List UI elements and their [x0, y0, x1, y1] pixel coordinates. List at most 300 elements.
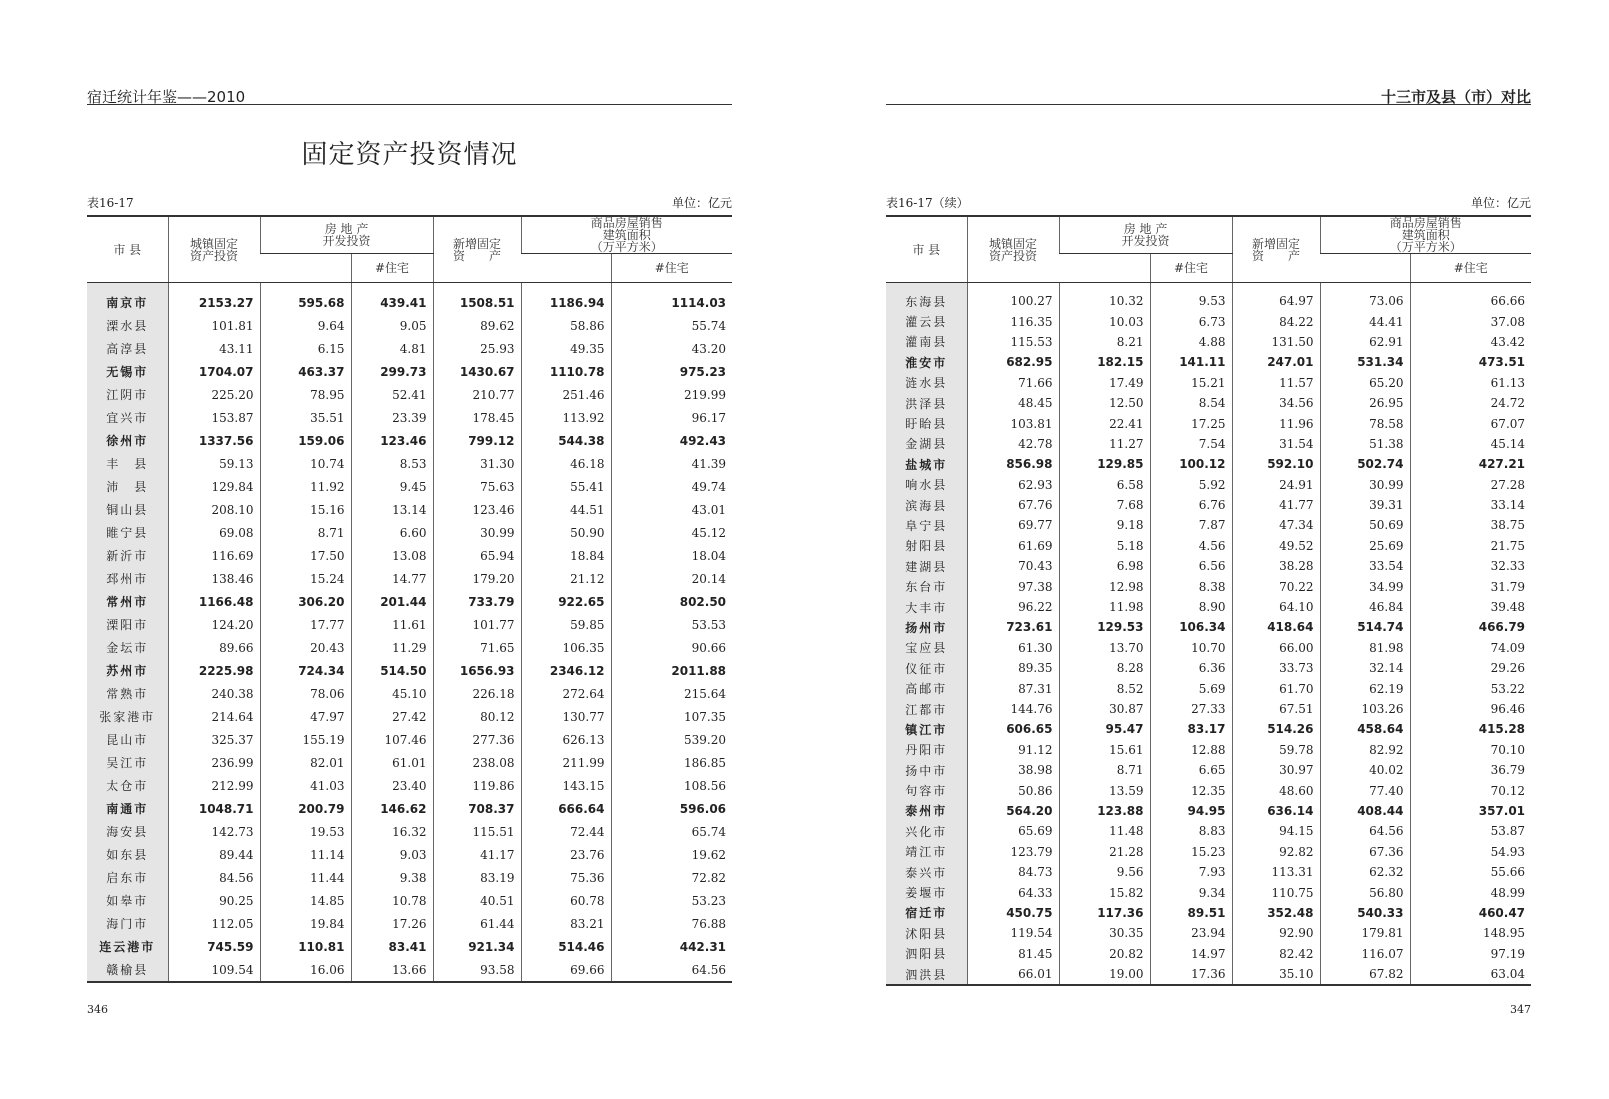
- row-value: 595.68: [260, 283, 351, 315]
- row-value: 64.56: [611, 958, 732, 982]
- row-value: 23.76: [521, 843, 611, 866]
- table-row: [87, 682, 732, 705]
- row-value: 97.38: [967, 576, 1059, 596]
- row-value: 225.20: [168, 383, 260, 406]
- row-value: 39.48: [1410, 597, 1531, 617]
- row-value: 27.28: [1410, 475, 1531, 495]
- table-row: [886, 903, 1531, 923]
- row-value: 921.34: [433, 935, 521, 958]
- row-value: 61.13: [1410, 373, 1531, 393]
- row-value: 130.77: [521, 705, 611, 728]
- row-name: 金湖县: [886, 434, 967, 454]
- row-value: 81.45: [967, 944, 1059, 964]
- row-value: 61.44: [433, 912, 521, 935]
- row-value: 32.14: [1320, 658, 1410, 678]
- row-value: 733.79: [433, 590, 521, 613]
- row-value: 277.36: [433, 728, 521, 751]
- row-value: 9.38: [351, 866, 433, 889]
- row-value: 63.04: [1410, 964, 1531, 985]
- row-name: 吴江市: [87, 751, 168, 774]
- table-row: [87, 728, 732, 751]
- row-name: 张家港市: [87, 705, 168, 728]
- row-value: 30.99: [433, 521, 521, 544]
- row-value: 13.70: [1059, 638, 1150, 658]
- row-value: 65.69: [967, 821, 1059, 841]
- row-value: 49.35: [521, 337, 611, 360]
- row-value: 11.48: [1059, 821, 1150, 841]
- row-name: 宿迁市: [886, 903, 967, 923]
- row-value: 466.79: [1410, 617, 1531, 637]
- row-value: 531.34: [1320, 352, 1410, 372]
- header-empty: [521, 254, 611, 283]
- row-value: 44.51: [521, 498, 611, 521]
- row-value: 22.41: [1059, 413, 1150, 433]
- row-value: 83.41: [351, 935, 433, 958]
- row-value: 9.03: [351, 843, 433, 866]
- header-empty: [1320, 254, 1410, 283]
- row-value: 38.28: [1232, 556, 1320, 576]
- row-value: 13.14: [351, 498, 433, 521]
- row-value: 11.61: [351, 613, 433, 636]
- table-row: [886, 536, 1531, 556]
- row-value: 123.46: [351, 429, 433, 452]
- row-value: 24.72: [1410, 393, 1531, 413]
- row-value: 17.26: [351, 912, 433, 935]
- row-name: 启东市: [87, 866, 168, 889]
- row-value: 682.95: [967, 352, 1059, 372]
- row-value: 142.73: [168, 820, 260, 843]
- row-value: 81.98: [1320, 638, 1410, 658]
- row-value: 544.38: [521, 429, 611, 452]
- row-value: 208.10: [168, 498, 260, 521]
- row-name: 涟水县: [886, 373, 967, 393]
- row-value: 34.56: [1232, 393, 1320, 413]
- row-value: 59.78: [1232, 740, 1320, 760]
- row-value: 6.36: [1150, 658, 1232, 678]
- row-value: 35.10: [1232, 964, 1320, 985]
- row-value: 62.93: [967, 475, 1059, 495]
- row-value: 89.66: [168, 636, 260, 659]
- row-value: 56.80: [1320, 882, 1410, 902]
- row-value: 179.20: [433, 567, 521, 590]
- row-value: 200.79: [260, 797, 351, 820]
- row-value: 178.45: [433, 406, 521, 429]
- row-value: 75.36: [521, 866, 611, 889]
- row-value: 123.88: [1059, 801, 1150, 821]
- table-row: [87, 613, 732, 636]
- row-name: 丰 县: [87, 452, 168, 475]
- row-value: 46.84: [1320, 597, 1410, 617]
- table-row: [886, 719, 1531, 739]
- row-value: 70.22: [1232, 576, 1320, 596]
- row-value: 1186.94: [521, 283, 611, 315]
- row-value: 91.12: [967, 740, 1059, 760]
- row-value: 210.77: [433, 383, 521, 406]
- row-name: 仪征市: [886, 658, 967, 678]
- table-row: [886, 556, 1531, 576]
- row-value: 15.21: [1150, 373, 1232, 393]
- row-value: 50.69: [1320, 515, 1410, 535]
- row-value: 8.53: [351, 452, 433, 475]
- row-value: 17.49: [1059, 373, 1150, 393]
- row-value: 8.28: [1059, 658, 1150, 678]
- header-urban-fai: 城镇固定 资产投资: [168, 216, 260, 283]
- table-row: [886, 678, 1531, 698]
- row-value: 65.74: [611, 820, 732, 843]
- table-row: [87, 590, 732, 613]
- row-value: 37.08: [1410, 311, 1531, 331]
- table-row: [886, 780, 1531, 800]
- table-row: [886, 283, 1531, 312]
- row-value: 247.01: [1232, 352, 1320, 372]
- row-value: 9.34: [1150, 882, 1232, 902]
- row-value: 67.36: [1320, 842, 1410, 862]
- row-value: 11.29: [351, 636, 433, 659]
- row-value: 110.75: [1232, 882, 1320, 902]
- row-value: 72.44: [521, 820, 611, 843]
- row-name: 丹阳市: [886, 740, 967, 760]
- row-value: 31.30: [433, 452, 521, 475]
- row-value: 55.41: [521, 475, 611, 498]
- table-row: [886, 597, 1531, 617]
- row-value: 666.64: [521, 797, 611, 820]
- row-value: 11.98: [1059, 597, 1150, 617]
- row-value: 64.33: [967, 882, 1059, 902]
- row-value: 20.82: [1059, 944, 1150, 964]
- row-name: 盱眙县: [886, 413, 967, 433]
- page-number-right: 347: [1510, 1003, 1531, 1016]
- row-value: 11.27: [1059, 434, 1150, 454]
- table-body-left: [87, 283, 732, 983]
- row-value: 66.01: [967, 964, 1059, 985]
- row-value: 214.64: [168, 705, 260, 728]
- row-value: 9.05: [351, 314, 433, 337]
- row-value: 38.75: [1410, 515, 1531, 535]
- row-value: 67.07: [1410, 413, 1531, 433]
- row-value: 8.83: [1150, 821, 1232, 841]
- row-value: 460.47: [1410, 903, 1531, 923]
- table-number-right: 表16-17（续）: [886, 196, 969, 210]
- table-row: [886, 862, 1531, 882]
- row-value: 100.27: [967, 283, 1059, 312]
- row-value: 100.12: [1150, 454, 1232, 474]
- row-value: 14.85: [260, 889, 351, 912]
- row-value: 4.81: [351, 337, 433, 360]
- row-value: 17.25: [1150, 413, 1232, 433]
- row-value: 19.00: [1059, 964, 1150, 985]
- row-value: 51.38: [1320, 434, 1410, 454]
- row-value: 83.19: [433, 866, 521, 889]
- row-value: 71.65: [433, 636, 521, 659]
- row-value: 65.94: [433, 544, 521, 567]
- row-value: 7.93: [1150, 862, 1232, 882]
- row-value: 78.58: [1320, 413, 1410, 433]
- row-value: 41.03: [260, 774, 351, 797]
- row-value: 84.22: [1232, 311, 1320, 331]
- row-value: 8.52: [1059, 678, 1150, 698]
- row-value: 61.01: [351, 751, 433, 774]
- row-value: 15.23: [1150, 842, 1232, 862]
- row-value: 179.81: [1320, 923, 1410, 943]
- row-value: 96.22: [967, 597, 1059, 617]
- row-name: 高邮市: [886, 678, 967, 698]
- row-value: 123.46: [433, 498, 521, 521]
- row-value: 58.86: [521, 314, 611, 337]
- row-value: 592.10: [1232, 454, 1320, 474]
- table-row: [886, 801, 1531, 821]
- row-value: 7.54: [1150, 434, 1232, 454]
- row-value: 16.06: [260, 958, 351, 982]
- row-value: 53.53: [611, 613, 732, 636]
- row-value: 33.73: [1232, 658, 1320, 678]
- row-name: 沛 县: [87, 475, 168, 498]
- row-value: 5.69: [1150, 678, 1232, 698]
- row-value: 77.40: [1320, 780, 1410, 800]
- header-new-fixed-assets: 新增固定 资 产: [433, 216, 521, 283]
- table-row: [886, 740, 1531, 760]
- table-row: [87, 958, 732, 982]
- header-urban-fai: 城镇固定 资产投资: [967, 216, 1059, 283]
- table-row: [87, 475, 732, 498]
- table-row: [87, 383, 732, 406]
- row-value: 65.20: [1320, 373, 1410, 393]
- row-name: 高淳县: [87, 337, 168, 360]
- table-row: [87, 567, 732, 590]
- row-value: 724.34: [260, 659, 351, 682]
- row-value: 18.84: [521, 544, 611, 567]
- row-value: 856.98: [967, 454, 1059, 474]
- table-row: [886, 475, 1531, 495]
- row-name: 宜兴市: [87, 406, 168, 429]
- row-value: 14.97: [1150, 944, 1232, 964]
- table-row: [886, 311, 1531, 331]
- row-value: 80.12: [433, 705, 521, 728]
- row-value: 6.65: [1150, 760, 1232, 780]
- row-value: 21.75: [1410, 536, 1531, 556]
- table-row: [87, 912, 732, 935]
- row-value: 40.51: [433, 889, 521, 912]
- row-value: 84.56: [168, 866, 260, 889]
- row-value: 15.16: [260, 498, 351, 521]
- row-value: 1704.07: [168, 360, 260, 383]
- row-value: 43.20: [611, 337, 732, 360]
- row-name: 常熟市: [87, 682, 168, 705]
- table-row: [886, 617, 1531, 637]
- row-value: 72.82: [611, 866, 732, 889]
- header-real-estate: 房 地 产 开发投资: [260, 216, 433, 254]
- row-value: 89.51: [1150, 903, 1232, 923]
- table-row: [87, 521, 732, 544]
- row-value: 107.35: [611, 705, 732, 728]
- row-value: 514.26: [1232, 719, 1320, 739]
- row-value: 11.14: [260, 843, 351, 866]
- row-name: 太仓市: [87, 774, 168, 797]
- row-value: 745.59: [168, 935, 260, 958]
- table-row: [87, 705, 732, 728]
- table-row: [87, 452, 732, 475]
- row-value: 251.46: [521, 383, 611, 406]
- row-value: 201.44: [351, 590, 433, 613]
- row-value: 129.85: [1059, 454, 1150, 474]
- table-row: [886, 495, 1531, 515]
- table-row: [886, 842, 1531, 862]
- row-value: 12.98: [1059, 576, 1150, 596]
- row-value: 74.09: [1410, 638, 1531, 658]
- row-value: 473.51: [1410, 352, 1531, 372]
- head-rule-right: [886, 104, 1531, 105]
- header-county: 市 县: [886, 216, 967, 283]
- table-row: [886, 434, 1531, 454]
- running-head-left: 宿迁统计年鉴——2010: [87, 88, 246, 106]
- row-value: 13.08: [351, 544, 433, 567]
- unit-label-right: 单位：亿元: [1470, 196, 1531, 210]
- table-row: [87, 843, 732, 866]
- row-value: 129.84: [168, 475, 260, 498]
- row-value: 45.10: [351, 682, 433, 705]
- row-value: 41.17: [433, 843, 521, 866]
- row-value: 10.78: [351, 889, 433, 912]
- row-name: 海安县: [87, 820, 168, 843]
- table-row: [886, 373, 1531, 393]
- row-value: 53.22: [1410, 678, 1531, 698]
- header-county: 市 县: [87, 216, 168, 283]
- row-value: 6.58: [1059, 475, 1150, 495]
- row-value: 502.74: [1320, 454, 1410, 474]
- row-value: 89.35: [967, 658, 1059, 678]
- row-value: 84.73: [967, 862, 1059, 882]
- row-value: 129.53: [1059, 617, 1150, 637]
- row-value: 92.90: [1232, 923, 1320, 943]
- row-value: 442.31: [611, 935, 732, 958]
- row-value: 12.88: [1150, 740, 1232, 760]
- row-value: 8.71: [1059, 760, 1150, 780]
- row-value: 36.79: [1410, 760, 1531, 780]
- table-row: [87, 283, 732, 315]
- head-rule-left: [87, 104, 732, 105]
- row-value: 45.14: [1410, 434, 1531, 454]
- header-empty: [260, 254, 351, 283]
- row-value: 19.53: [260, 820, 351, 843]
- row-value: 5.18: [1059, 536, 1150, 556]
- row-value: 94.95: [1150, 801, 1232, 821]
- row-value: 117.36: [1059, 903, 1150, 923]
- row-value: 92.82: [1232, 842, 1320, 862]
- row-value: 9.53: [1150, 283, 1232, 312]
- row-value: 97.19: [1410, 944, 1531, 964]
- row-value: 110.81: [260, 935, 351, 958]
- row-value: 514.74: [1320, 617, 1410, 637]
- row-value: 1114.03: [611, 283, 732, 315]
- row-value: 23.39: [351, 406, 433, 429]
- row-value: 7.87: [1150, 515, 1232, 535]
- row-value: 53.87: [1410, 821, 1531, 841]
- row-value: 83.17: [1150, 719, 1232, 739]
- header-sa-residential: #住宅: [1410, 254, 1531, 283]
- row-value: 13.66: [351, 958, 433, 982]
- row-value: 55.74: [611, 314, 732, 337]
- table-row: [886, 760, 1531, 780]
- row-name: 镇江市: [886, 719, 967, 739]
- table-number-left: 表16-17: [87, 196, 134, 210]
- row-value: 16.32: [351, 820, 433, 843]
- row-value: 59.13: [168, 452, 260, 475]
- row-value: 30.97: [1232, 760, 1320, 780]
- row-value: 52.41: [351, 383, 433, 406]
- row-value: 55.66: [1410, 862, 1531, 882]
- row-value: 14.77: [351, 567, 433, 590]
- table-row: [87, 360, 732, 383]
- row-value: 19.84: [260, 912, 351, 935]
- row-value: 1110.78: [521, 360, 611, 383]
- table-row: [886, 964, 1531, 985]
- row-value: 25.69: [1320, 536, 1410, 556]
- table-row: [87, 935, 732, 958]
- row-value: 463.37: [260, 360, 351, 383]
- row-value: 70.10: [1410, 740, 1531, 760]
- row-value: 64.56: [1320, 821, 1410, 841]
- row-name: 洪泽县: [886, 393, 967, 413]
- row-value: 1337.56: [168, 429, 260, 452]
- row-name: 溧水县: [87, 314, 168, 337]
- row-value: 112.05: [168, 912, 260, 935]
- header-sales-area: 商品房屋销售 建筑面积 （万平方米）: [1320, 216, 1531, 254]
- table-row: [886, 821, 1531, 841]
- row-value: 64.97: [1232, 283, 1320, 312]
- row-value: 9.56: [1059, 862, 1150, 882]
- row-name: 赣榆县: [87, 958, 168, 982]
- row-value: 144.76: [967, 699, 1059, 719]
- header-sa-residential: #住宅: [611, 254, 732, 283]
- row-value: 54.93: [1410, 842, 1531, 862]
- row-value: 6.56: [1150, 556, 1232, 576]
- row-value: 10.03: [1059, 311, 1150, 331]
- row-name: 无锡市: [87, 360, 168, 383]
- row-value: 352.48: [1232, 903, 1320, 923]
- row-value: 47.34: [1232, 515, 1320, 535]
- row-value: 50.90: [521, 521, 611, 544]
- row-value: 427.21: [1410, 454, 1531, 474]
- row-value: 69.77: [967, 515, 1059, 535]
- row-value: 20.43: [260, 636, 351, 659]
- row-value: 78.95: [260, 383, 351, 406]
- row-value: 11.57: [1232, 373, 1320, 393]
- row-value: 23.40: [351, 774, 433, 797]
- row-value: 450.75: [967, 903, 1059, 923]
- header-new-fixed-assets: 新增固定 资 产: [1232, 216, 1320, 283]
- row-value: 8.71: [260, 521, 351, 544]
- row-value: 21.28: [1059, 842, 1150, 862]
- row-value: 596.06: [611, 797, 732, 820]
- row-value: 8.54: [1150, 393, 1232, 413]
- table-row: [87, 429, 732, 452]
- row-name: 睢宁县: [87, 521, 168, 544]
- row-name: 泰兴市: [886, 862, 967, 882]
- row-value: 25.93: [433, 337, 521, 360]
- row-value: 42.78: [967, 434, 1059, 454]
- row-value: 45.12: [611, 521, 732, 544]
- row-value: 64.10: [1232, 597, 1320, 617]
- row-value: 103.81: [967, 413, 1059, 433]
- row-value: 12.35: [1150, 780, 1232, 800]
- header-re-residential: #住宅: [1150, 254, 1232, 283]
- table-row: [886, 944, 1531, 964]
- row-value: 53.23: [611, 889, 732, 912]
- row-value: 41.77: [1232, 495, 1320, 515]
- row-value: 43.42: [1410, 332, 1531, 352]
- row-name: 溧阳市: [87, 613, 168, 636]
- row-name: 句容市: [886, 780, 967, 800]
- row-value: 802.50: [611, 590, 732, 613]
